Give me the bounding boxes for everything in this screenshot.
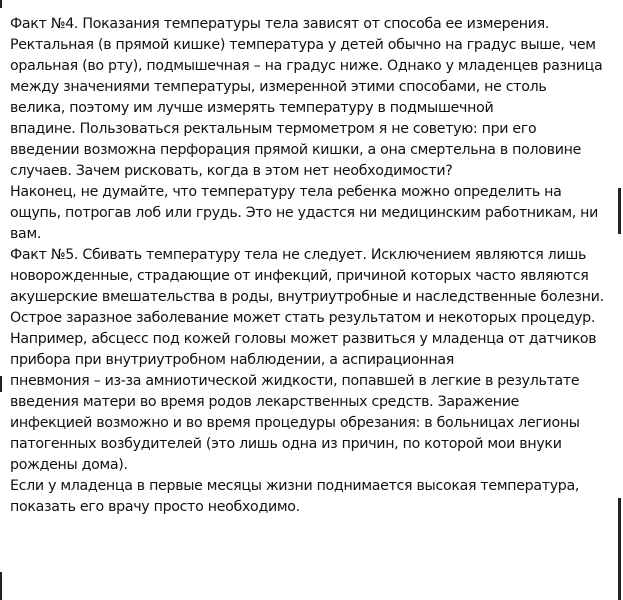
text-line: оральная (во рту), подмышечная – на градус ниже. Однако у младенцев разница: [10, 58, 603, 74]
text-line: прибора при внутриутробном наблюдении, а аспирационная: [10, 352, 454, 368]
text-line: инфекцией возможно и во время процедуры обрезания: в больницах легионы: [10, 415, 580, 431]
text-line: впадине. Пользоваться ректальным термометром я не советую: при его: [10, 121, 537, 137]
text-line: случаев. Зачем рисковать, когда в этом нет необходимости?: [10, 163, 453, 179]
text-line: Наконец, не думайте, что температуру тела ребенка можно определить на: [10, 184, 562, 200]
text-line: между значениями температуры, измеренной этими способами, не столь: [10, 79, 547, 95]
scan-edge-mark: [0, 376, 2, 392]
text-line: Острое заразное заболевание может стать результатом и некоторых процедур.: [10, 310, 596, 326]
text-line: Например, абсцесс под кожей головы может развиться у младенца от датчиков: [10, 331, 597, 347]
scan-edge-mark: [0, 0, 2, 8]
text-line: вам.: [10, 226, 42, 242]
text-line: введении возможна перфорация прямой кишки, а она смертельна в половине: [10, 142, 582, 158]
scan-edge-mark: [0, 572, 2, 600]
text-line: патогенных возбудителей (это лишь одна из причин, по которой мои внуки: [10, 436, 562, 452]
text-line: ощупь, потрогав лоб или грудь. Это не удастся ни медицинским работникам, ни: [10, 205, 599, 221]
text-line: новорожденные, страдающие от инфекций, причиной которых часто являются: [10, 268, 589, 284]
text-line: акушерские вмешательства в роды, внутриутробные и наследственные болезни.: [10, 289, 604, 305]
text-line: пневмония – из-за амниотической жидкости, попавшей в легкие в результате: [10, 373, 580, 389]
text-line: Факт №4. Показания температуры тела зависят от способа ее измерения.: [10, 16, 550, 32]
text-line: велика, поэтому им лучше измерять температуру в подмышечной: [10, 100, 494, 116]
scan-edge-mark: [618, 498, 621, 600]
text-line: Факт №5. Сбивать температуру тела не следует. Исключением являются лишь: [10, 247, 587, 263]
document-text: [10, 14, 615, 518]
text-line: показать его врачу просто необходимо.: [10, 499, 300, 515]
text-line: Если у младенца в первые месяцы жизни поднимается высокая температура,: [10, 478, 580, 494]
text-line: Ректальная (в прямой кишке) температура у детей обычно на градус выше, чем: [10, 37, 596, 53]
scan-edge-mark: [618, 188, 621, 234]
text-line: введения матери во время родов лекарственных средств. Заражение: [10, 394, 520, 410]
text-line: рождены дома).: [10, 457, 128, 473]
